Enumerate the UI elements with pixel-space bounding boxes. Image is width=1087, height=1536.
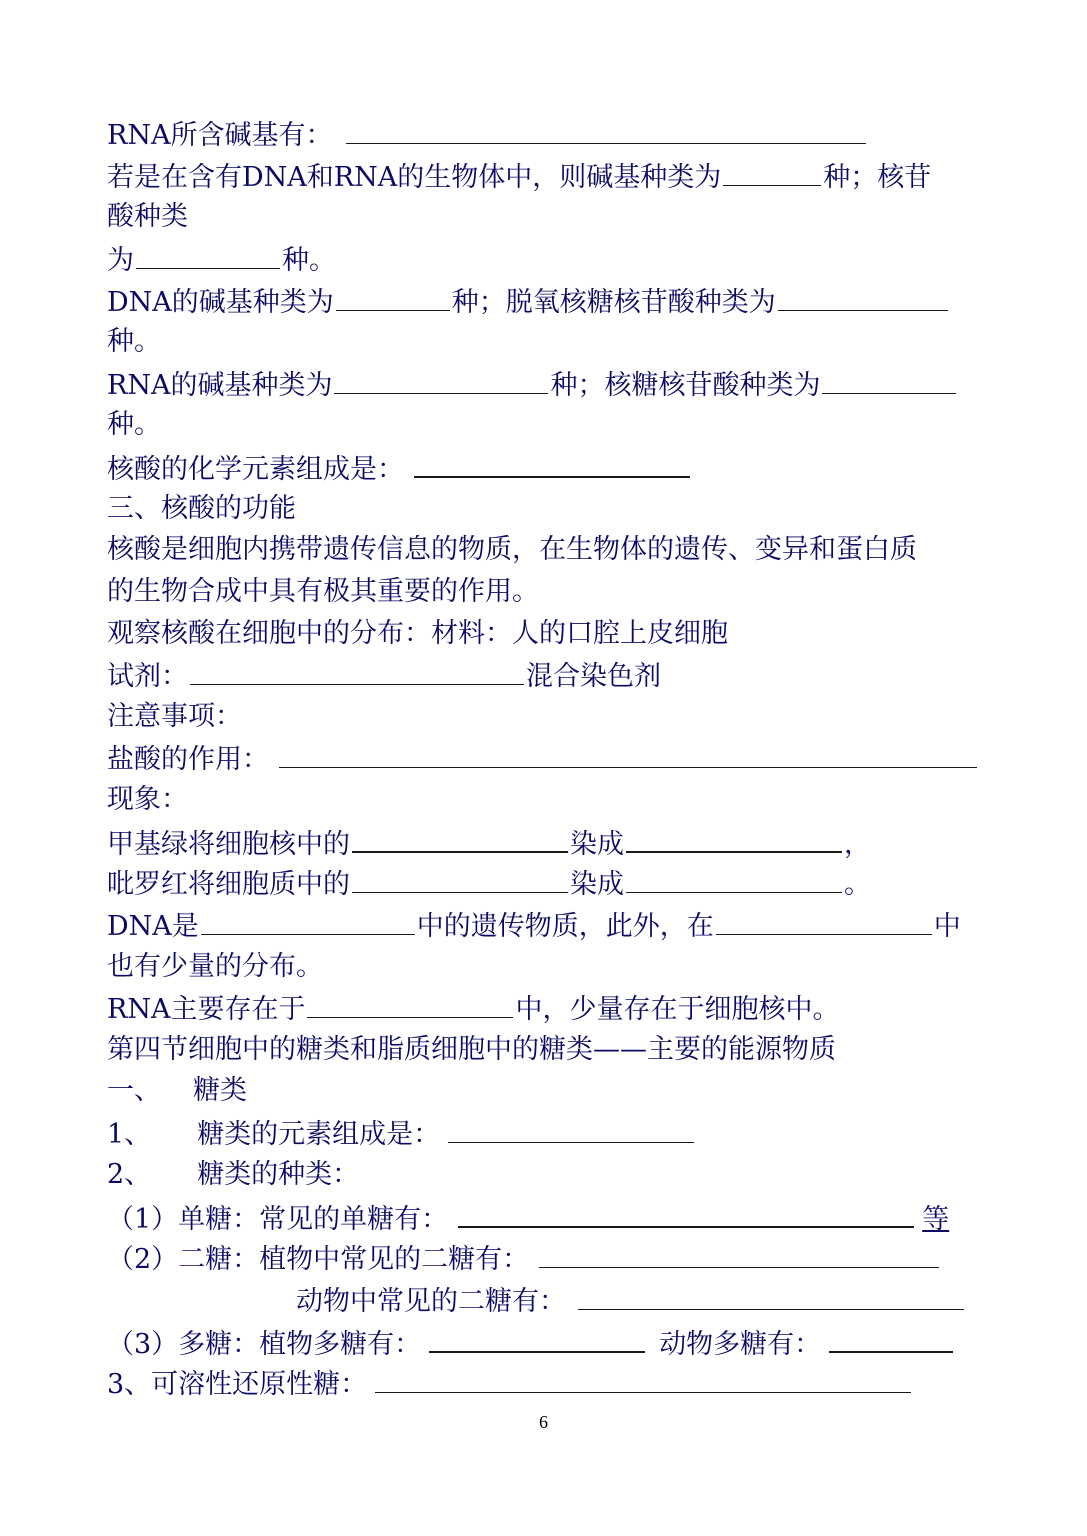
line-text: 为: [107, 245, 134, 276]
text-line: [107, 367, 958, 401]
line-text: 盐酸的作用：: [107, 744, 269, 775]
line-text: 也有少量的分布。: [107, 951, 323, 982]
text-line: [107, 783, 188, 817]
line-text: 动物多糖有：: [659, 1329, 822, 1360]
text-line: [107, 866, 871, 900]
text-line: [107, 1116, 696, 1150]
text-line: [107, 533, 917, 567]
line-text: 的生物合成中具有极其重要的作用。: [107, 576, 539, 607]
blank-underline: [829, 1325, 953, 1353]
line-text: 甲基绿将细胞核中的: [107, 829, 350, 860]
line-text: 中: [933, 911, 961, 942]
page-number: 6: [539, 1412, 548, 1432]
text-line: [107, 1241, 941, 1275]
line-text: DNA的碱基种类为: [107, 287, 334, 318]
line-text: 种；核苷: [823, 162, 932, 193]
line-text: 种；脱氧核糖核苷酸种类为: [451, 287, 776, 318]
line-text: 染成: [570, 829, 624, 860]
blank-underline: [723, 159, 821, 186]
line-text: 等: [922, 1204, 950, 1235]
blank-underline: [279, 741, 977, 768]
blank-underline: [578, 1283, 964, 1310]
line-text: 种。: [107, 326, 161, 357]
blank-underline: [352, 825, 568, 853]
blank-underline: [375, 1366, 911, 1393]
line-text: ，: [844, 829, 871, 860]
blank-underline: [539, 1241, 939, 1268]
blank-underline: [626, 825, 842, 853]
text-line: [107, 242, 336, 276]
line-text: 中的遗传物质，此外，在: [416, 911, 714, 942]
line-text: 酸种类: [107, 201, 188, 232]
text-line: [107, 200, 188, 234]
blank-underline: [307, 991, 513, 1018]
line-text: 核酸是细胞内携带遗传信息的物质，在生物体的遗传、变异和蛋白质: [107, 534, 917, 565]
line-text: 中，少量存在于细胞核中。: [515, 994, 840, 1025]
text-line: [107, 284, 950, 318]
text-line: [107, 617, 728, 651]
blank-underline: [448, 1116, 694, 1143]
text-line: [107, 991, 839, 1025]
line-text: 混合染色剂: [526, 661, 661, 692]
line-text: 糖类的种类：: [197, 1159, 360, 1190]
blank-underline: [190, 658, 524, 685]
line-text: 核酸的化学元素组成是：: [107, 454, 404, 485]
line-text: 种。: [282, 245, 336, 276]
line-text: （1）单糖：常见的单糖有：: [107, 1204, 449, 1235]
blank-underline: [716, 908, 932, 935]
blank-underline: [458, 1200, 914, 1228]
line-text: 糖类的元素组成是：: [197, 1119, 441, 1150]
text-line: [107, 741, 979, 775]
line-text: 现象：: [107, 784, 188, 815]
text-line: [107, 1158, 359, 1192]
line-text: 试剂：: [107, 661, 188, 692]
text-line: [107, 700, 242, 734]
line-text: 吡罗红将细胞质中的: [107, 869, 350, 900]
blank-underline: [136, 242, 280, 269]
line-text: RNA主要存在于: [107, 994, 306, 1025]
line-text: （3）多糖：植物多糖有：: [107, 1329, 422, 1360]
text-line: [107, 1366, 913, 1400]
line-text: 三、核酸的功能: [107, 493, 296, 524]
text-line: [107, 325, 161, 359]
blank-underline: [352, 866, 568, 893]
text-line: [107, 159, 931, 193]
text-line: [296, 1283, 966, 1317]
line-text: 2、: [107, 1159, 152, 1190]
line-text: 3、可溶性还原性糖：: [107, 1369, 368, 1400]
line-text: 糖类: [193, 1075, 247, 1106]
text-line: [107, 1074, 247, 1108]
text-line: [107, 658, 661, 692]
blank-underline: [626, 866, 842, 893]
line-text: 观察核酸在细胞中的分布：材料：人的口腔上皮细胞: [107, 618, 728, 649]
blank-underline: [201, 908, 415, 935]
line-text: 注意事项：: [107, 701, 242, 732]
text-line: [107, 1325, 955, 1359]
text-line: [107, 408, 161, 442]
section-heading: [107, 1033, 836, 1067]
line-text: 染成: [570, 869, 624, 900]
line-text: RNA所含碱基有：: [107, 120, 333, 151]
text-line: [107, 575, 539, 609]
text-line: [107, 950, 323, 984]
line-text: 种。: [107, 409, 161, 440]
section-heading: [107, 492, 296, 526]
line-text: 第四节细胞中的糖类和脂质细胞中的糖类——主要的能源物质: [107, 1034, 836, 1065]
text-line: [107, 1200, 949, 1234]
line-text: DNA是: [107, 911, 199, 942]
line-text: （2）二糖：植物中常见的二糖有：: [107, 1244, 530, 1275]
line-text: 1、: [107, 1119, 152, 1150]
blank-underline: [414, 450, 690, 478]
line-text: 若是在含有DNA和RNA的生物体中，则碱基种类为: [107, 162, 722, 193]
blank-underline: [822, 367, 956, 394]
text-line: [107, 825, 871, 859]
line-text: 动物中常见的二糖有：: [296, 1286, 566, 1317]
line-text: 一、: [107, 1075, 161, 1106]
blank-underline: [334, 367, 548, 394]
text-line: [107, 450, 692, 484]
blank-underline: [346, 117, 866, 144]
blank-underline: [336, 284, 450, 311]
line-text: RNA的碱基种类为: [107, 370, 333, 401]
blank-underline: [778, 284, 948, 311]
line-text: 。: [844, 869, 871, 900]
text-line: [107, 117, 868, 151]
blank-underline: [429, 1325, 645, 1353]
text-line: [107, 908, 961, 942]
line-text: 种；核糖核苷酸种类为: [550, 370, 821, 401]
